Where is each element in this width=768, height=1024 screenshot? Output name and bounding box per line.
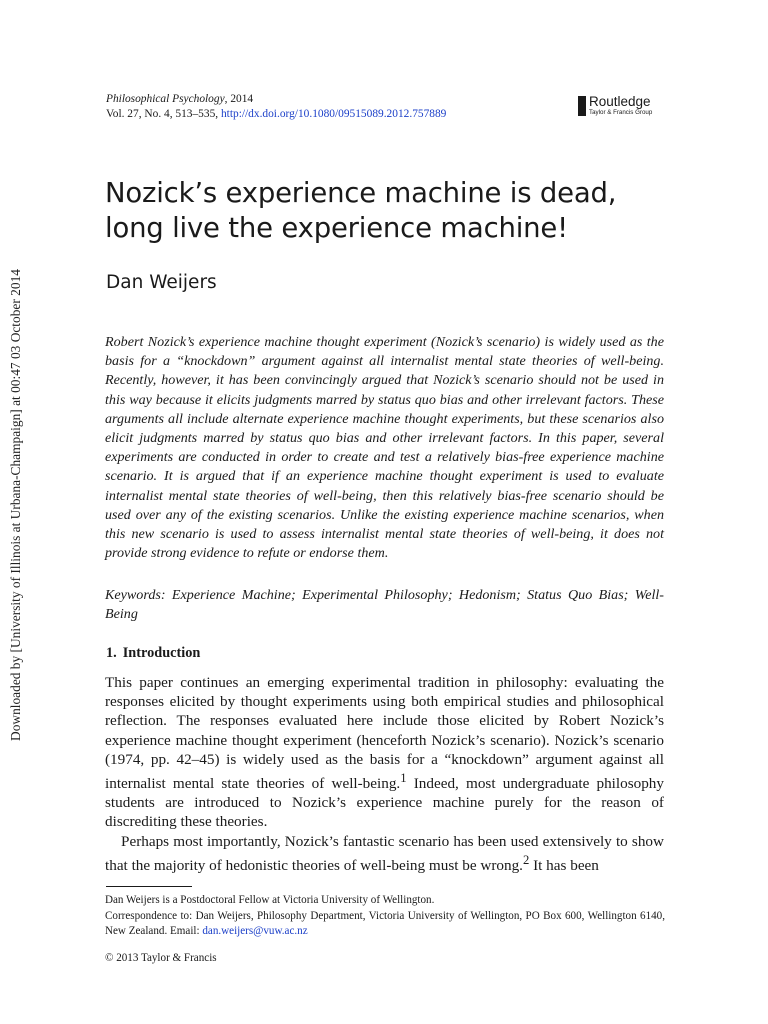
publisher-tagline: Taylor & Francis Group <box>589 109 653 116</box>
paragraph-2 <box>105 832 664 875</box>
journal-line-1 <box>106 92 446 107</box>
journal-volume-pages: Vol. 27, No. 4, 513–535, <box>106 108 221 120</box>
doi-link[interactable]: http://dx.doi.org/10.1080/09515089.2012.757889 <box>220 108 447 120</box>
paragraph-1-text-a: This paper continues an emerging experimental tradition in philosophy: evaluating the responses elicited by thought experiments using both empirical studies and philosophical reflection. The responses evaluated here include those elicited by Robert Nozick’s experience machine thought experiment (henceforth Nozick’s scenario). Nozick’s scenario (1974, pp. 42–45) is widely used as the basis for a “knockdown” argument against all internalist mental state theories of well-being. <box>105 674 664 793</box>
title-line-1: Nozick’s experience machine is dead, <box>105 177 617 209</box>
paragraph-1 <box>105 673 664 832</box>
keywords: Keywords: Experience Machine; Experimental Philosophy; Hedonism; Status Quo Bias; Well-Being <box>105 587 664 623</box>
abstract: Robert Nozick’s experience machine thought experiment (Nozick’s scenario) is widely used as the basis for a “knockdown” argument against all internalist mental state theories of well-being. Recently, however, it has been convincingly argued that Nozick’s scenario should not be used in this way because it elicits judgments marred by status quo bias and other irrelevant factors. These arguments all include alternate experience machine thought experiments, but these scenarios also elicit judgments marred by status quo bias and other irrelevant factors. In this paper, several experiments are conducted in order to create and test a relatively bias-free experience machine scenario. It is argued that if an experience machine thought experiment is used to evaluate internalist mental state theories of well-being, then this relatively bias-free scenario should be used over any of the existing scenarios. Unlike the existing experience machine scenarios, when this new scenario is used to assess internalist mental state theories of well-being, it does not provide strong evidence to refute or endorse them. <box>105 334 664 562</box>
publisher-logo <box>578 94 668 120</box>
body-text <box>105 673 664 875</box>
paragraph-2-text-a: Perhaps most importantly, Nozick’s fantastic scenario has been used extensively to show that the majority of hedonistic theories of well-being must be wrong. <box>105 832 664 874</box>
correspondence-text: Correspondence to: Dan Weijers, Philosophy Department, Victoria University of Wellington, PO Box 600, Wellington 6140, New Zealand. Email: <box>105 909 665 937</box>
footnote-ref-2[interactable]: 2 <box>522 852 530 867</box>
footnote-divider <box>106 886 192 887</box>
author-affiliation: Dan Weijers is a Postdoctoral Fellow at Victoria University of Wellington. <box>105 894 435 906</box>
article-title <box>105 176 705 246</box>
journal-name: Philosophical Psychology <box>106 93 225 105</box>
journal-year: , 2014 <box>224 93 254 105</box>
footnotes <box>105 893 665 940</box>
author-name: Dan Weijers <box>106 272 217 293</box>
email-link[interactable]: dan.weijers@vuw.ac.nz <box>202 925 308 937</box>
footnote-ref-1[interactable]: 1 <box>400 771 407 786</box>
routledge-logo-icon <box>578 96 586 116</box>
section-title: Introduction <box>122 645 201 661</box>
paragraph-2-text-b: It has been <box>529 856 599 874</box>
copyright-notice: © 2013 Taylor & Francis <box>105 952 217 964</box>
section-heading <box>106 645 200 662</box>
download-notice: Downloaded by [University of Illinois at Urbana-Champaign] at 00:47 03 October 2014 <box>8 269 23 741</box>
title-line-2: long live the experience machine! <box>105 212 568 244</box>
correspondence-note <box>105 909 665 940</box>
paragraph-1-text-b: Indeed, most undergraduate philosophy students are introduced to Nozick’s experience machine purely for the reason of discrediting these theories. <box>105 775 664 831</box>
journal-citation <box>106 92 446 122</box>
section-number: 1. <box>106 645 117 661</box>
journal-line-2 <box>106 107 446 122</box>
publisher-name: Routledge <box>589 94 651 109</box>
